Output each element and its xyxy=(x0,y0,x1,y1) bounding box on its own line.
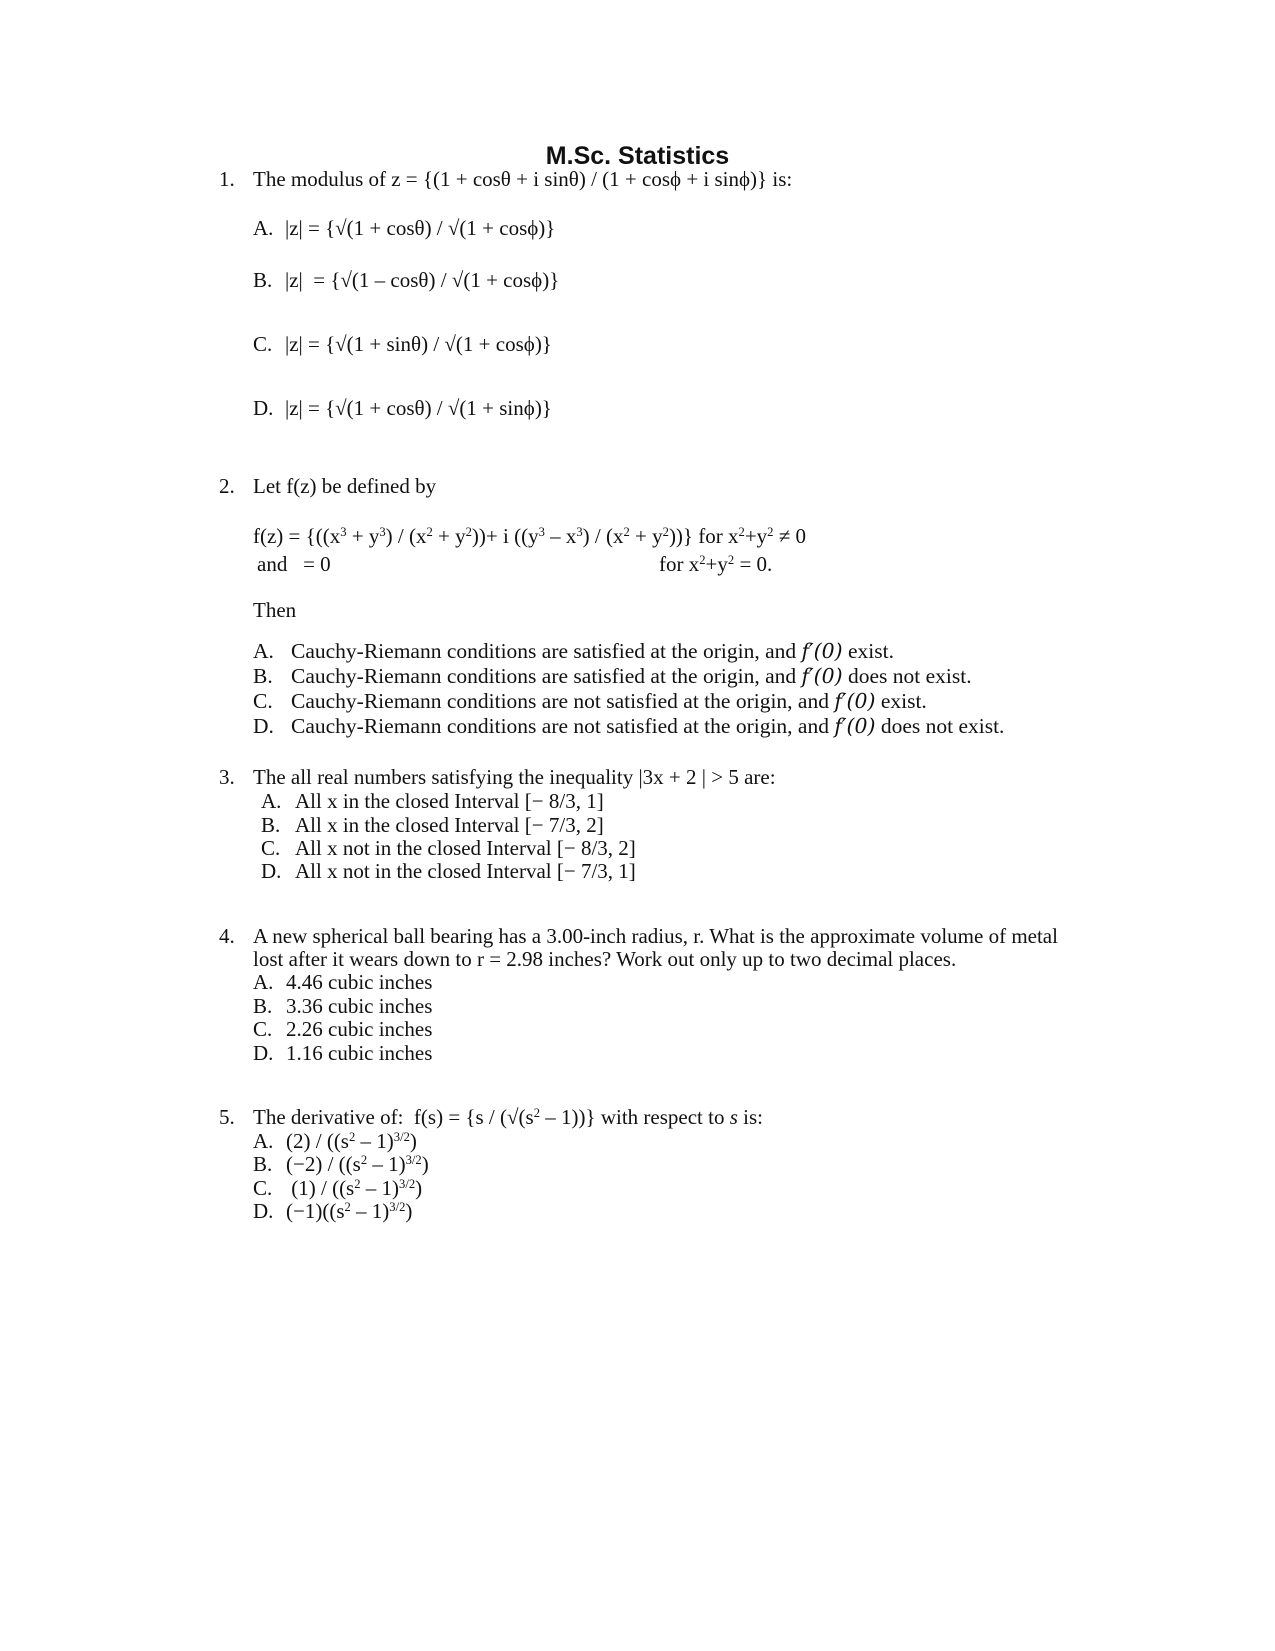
option-text: 3.36 cubic inches xyxy=(286,994,433,1018)
option-text: $(2) / ((s^2 - 1)^{3/2})$ xyxy=(286,1129,417,1153)
option-text: Cauchy-Riemann conditions are satisfied at the origin, and f′(0) exist. xyxy=(291,639,894,663)
option-letter: C. xyxy=(253,1017,273,1041)
question-text: Let f(z) be defined by xyxy=(253,474,437,498)
question-number: 2. xyxy=(219,474,235,498)
option-text: |z| = {√(1 + cosθ) / √(1 + sinϕ)} xyxy=(285,396,552,420)
option-letter: A. xyxy=(253,216,274,240)
condition-zero: for $x^2+y^2 = 0$. xyxy=(659,552,773,576)
then-label: Then xyxy=(253,598,297,622)
condition-nonzero: for $x^2+y^2 \ne 0$ xyxy=(698,524,806,548)
option-text: $(1) / ((s^2 - 1)^{3/2})$ xyxy=(286,1176,423,1200)
function-definition: $f(z) = \{((x^3 + y^3) / (x^2 + y^2))+ i$ $((y^3 - x^3) / (x^2 + y^2))$} for $x^2+y^2 \ne 0$ xyxy=(253,524,806,548)
option-text: 4.46 cubic inches xyxy=(286,970,433,994)
option-text: All x not in the closed Interval [− 7/3, 1] xyxy=(295,859,636,883)
option-text: Cauchy-Riemann conditions are satisfied at the origin, and f′(0) does not exist. xyxy=(291,664,972,688)
option-letter: C. xyxy=(253,689,273,713)
question-number: 4. xyxy=(219,924,235,948)
question-text-line-2: lost after it wears down to r = 2.98 inches? Work out only up to two decimal places. xyxy=(253,947,957,971)
fprime-expression: f′(0) xyxy=(834,714,876,738)
question-text-line-1: A new spherical ball bearing has a 3.00-inch radius, r. What is the approximate volume of metal xyxy=(253,924,1058,948)
option-letter: D. xyxy=(261,859,282,883)
question-number: 5. xyxy=(219,1105,235,1129)
option-letter: A. xyxy=(253,1129,274,1153)
definition-zero-value: and = 0 xyxy=(257,552,331,576)
question-number: 3. xyxy=(219,765,235,789)
fprime-expression: f′(0) xyxy=(801,639,843,663)
option-text: $(-1)((s^2 - 1)^{3/2})$ xyxy=(286,1199,413,1223)
option-letter: C. xyxy=(253,1176,273,1200)
question-text: The derivative of: $f(s) = \{s / (√(s^2 - 1))\}$ with respect to s is: xyxy=(253,1105,763,1129)
option-letter: D. xyxy=(253,1199,274,1223)
fprime-expression: f′(0) xyxy=(834,689,876,713)
option-text: |z| = {√(1 + cosθ) / √(1 + cosϕ)} xyxy=(285,216,556,240)
option-text: |z| = {√(1 + sinθ) / √(1 + cosϕ)} xyxy=(285,332,552,356)
option-text: 2.26 cubic inches xyxy=(286,1017,433,1041)
option-letter: B. xyxy=(253,268,273,292)
question-text: The modulus of z = {(1 + cosθ + i sinθ) / (1 + cosϕ + i sinϕ)} is: xyxy=(253,167,793,191)
option-letter: A. xyxy=(253,970,274,994)
question-text: The all real numbers satisfying the inequality |3x + 2 | > 5 are: xyxy=(253,765,776,789)
option-letter: B. xyxy=(261,813,281,837)
option-letter: B. xyxy=(253,664,273,688)
option-letter: D. xyxy=(253,396,274,420)
option-letter: D. xyxy=(253,714,274,738)
option-letter: C. xyxy=(253,332,273,356)
fprime-expression: f′(0) xyxy=(801,664,843,688)
option-text: 1.16 cubic inches xyxy=(286,1041,433,1065)
option-letter: A. xyxy=(261,789,282,813)
option-letter: C. xyxy=(261,836,281,860)
option-text: Cauchy-Riemann conditions are not satisfied at the origin, and f′(0) does not exist. xyxy=(291,714,1005,738)
option-letter: D. xyxy=(253,1041,274,1065)
question-number: 1. xyxy=(219,167,235,191)
option-text: All x in the closed Interval [− 8/3, 1] xyxy=(295,789,604,813)
option-text: Cauchy-Riemann conditions are not satisfied at the origin, and f′(0) exist. xyxy=(291,689,927,713)
option-text: |z| = {√(1 – cosθ) / √(1 + cosϕ)} xyxy=(285,268,560,292)
page-title: M.Sc. Statistics xyxy=(545,142,730,170)
option-letter: B. xyxy=(253,994,273,1018)
option-text: All x in the closed Interval [− 7/3, 2] xyxy=(295,813,604,837)
option-letter: B. xyxy=(253,1152,273,1176)
option-text: All x not in the closed Interval [− 8/3, 2] xyxy=(295,836,636,860)
option-text: $(-2) / ((s^2 - 1)^{3/2})$ xyxy=(286,1152,429,1176)
option-letter: A. xyxy=(253,639,274,663)
